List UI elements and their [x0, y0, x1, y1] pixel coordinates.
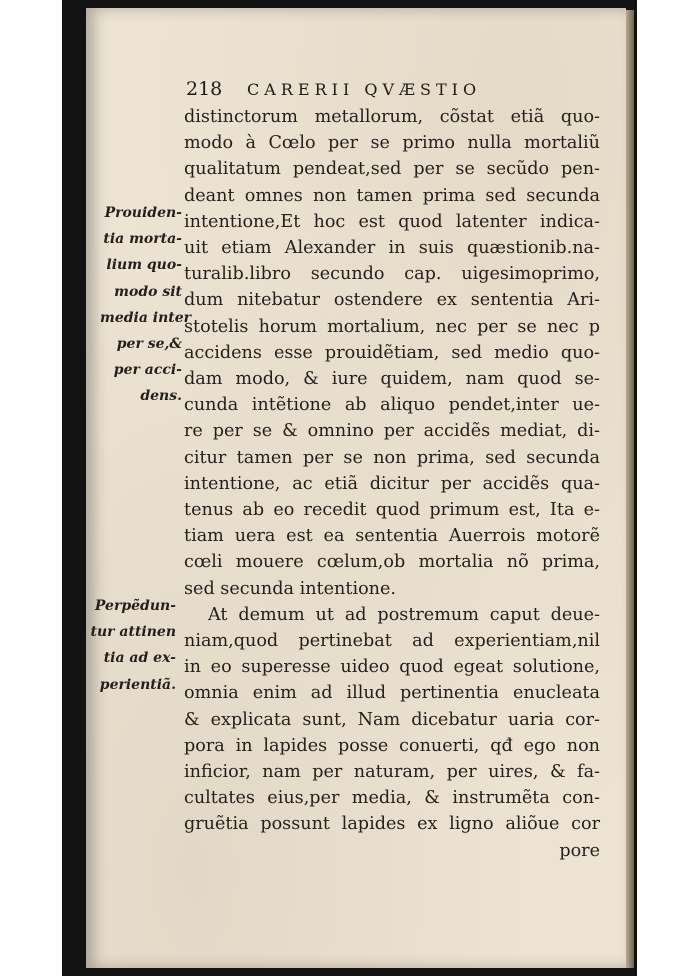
page-edge — [626, 10, 634, 968]
marginal-note-line: media inter — [100, 309, 192, 326]
marginal-note-line: tia morta- — [103, 231, 182, 248]
text-line: inficior, nam per naturam, per uires, & fa- — [184, 762, 600, 783]
text-line: deant omnes non tamen prima sed secunda — [184, 185, 600, 206]
text-line: re per se & omnino per accidẽs mediat, di- — [184, 421, 600, 442]
text-line: uit etiam Alexander in suis quæstionib.na- — [184, 238, 600, 259]
text-line: niam,quod pertinebat ad experientiam,nil — [184, 631, 600, 652]
text-line: sed secunda intentione. — [184, 578, 396, 599]
text-line: intentione,Et hoc est quod latenter indica- — [184, 211, 600, 232]
marginal-note-providence — [100, 200, 192, 410]
text-line: cultates eius,per media, & instrumẽta con- — [184, 788, 600, 809]
text-line: dam modo, & iure quidem, nam quod se- — [184, 369, 600, 390]
text-line: turalib.libro secundo cap. uigesimoprimo, — [184, 264, 600, 285]
text-line: accidens esse prouidẽtiam, sed medio quo- — [184, 342, 600, 363]
text-line: tenus ab eo recedit quod primum est, Ita e- — [184, 500, 600, 521]
text-line: omnia enim ad illud pertinentia enucleata — [184, 683, 600, 704]
marginal-note-line: per acci- — [113, 362, 182, 379]
marginal-note-line: per se,& — [116, 336, 182, 353]
text-line: distinctorum metallorum, cõstat etiã quo- — [184, 107, 600, 127]
text-line: gruẽtia possunt lapides ex ligno aliõue cor — [184, 814, 600, 835]
text-line: stotelis horum mortalium, nec per se nec p — [184, 316, 600, 337]
running-title: CARERII QVÆSTIO — [247, 80, 482, 99]
marginal-note-line: Prouiden- — [104, 205, 182, 221]
text-line: cunda intẽtione ab aliquo pendet,inter ue- — [184, 395, 600, 416]
text-line: in eo superesse uideo quod egeat solutione, — [184, 657, 600, 678]
marginal-note-line: Perpẽdun- — [94, 598, 176, 614]
text-line: qualitatum pendeat,sed per se secũdo pen- — [184, 159, 600, 180]
marginal-note-line: perientiã. — [99, 676, 176, 693]
marginal-note-line: dens. — [140, 388, 182, 405]
marginal-note-experience — [78, 593, 176, 698]
text-line: modo à Cœlo per se primo nulla mortaliũ — [184, 133, 600, 154]
text-line: dum nitebatur ostendere ex sententia Ari- — [184, 290, 600, 311]
text-line: cœli mouere cœlum,ob mortalia nõ prima, — [184, 552, 600, 573]
text-line: tiam uera est ea sententia Auerrois motorẽ — [184, 526, 600, 547]
marginal-note-line: lium quo- — [106, 257, 182, 274]
text-line: At demum ut ad postremum caput deue- — [208, 604, 600, 625]
text-line: citur tamen per se non prima, sed secunda — [184, 447, 600, 468]
marginal-note-line: modo sit — [114, 283, 182, 300]
running-head — [186, 78, 481, 100]
catchword: pore — [559, 840, 600, 861]
body-text — [184, 104, 600, 864]
marginal-note-line: tia ad ex- — [103, 650, 176, 667]
text-line: pora in lapides posse conuerti, qđ ego non — [184, 735, 600, 756]
text-line: & explicata sunt, Nam dicebatur uaria cor- — [184, 709, 600, 730]
text-line: intentione, ac etiã dicitur per accidẽs qua- — [184, 473, 600, 494]
page-number: 218 — [186, 78, 223, 100]
marginal-note-line: tur attinen — [90, 624, 176, 641]
